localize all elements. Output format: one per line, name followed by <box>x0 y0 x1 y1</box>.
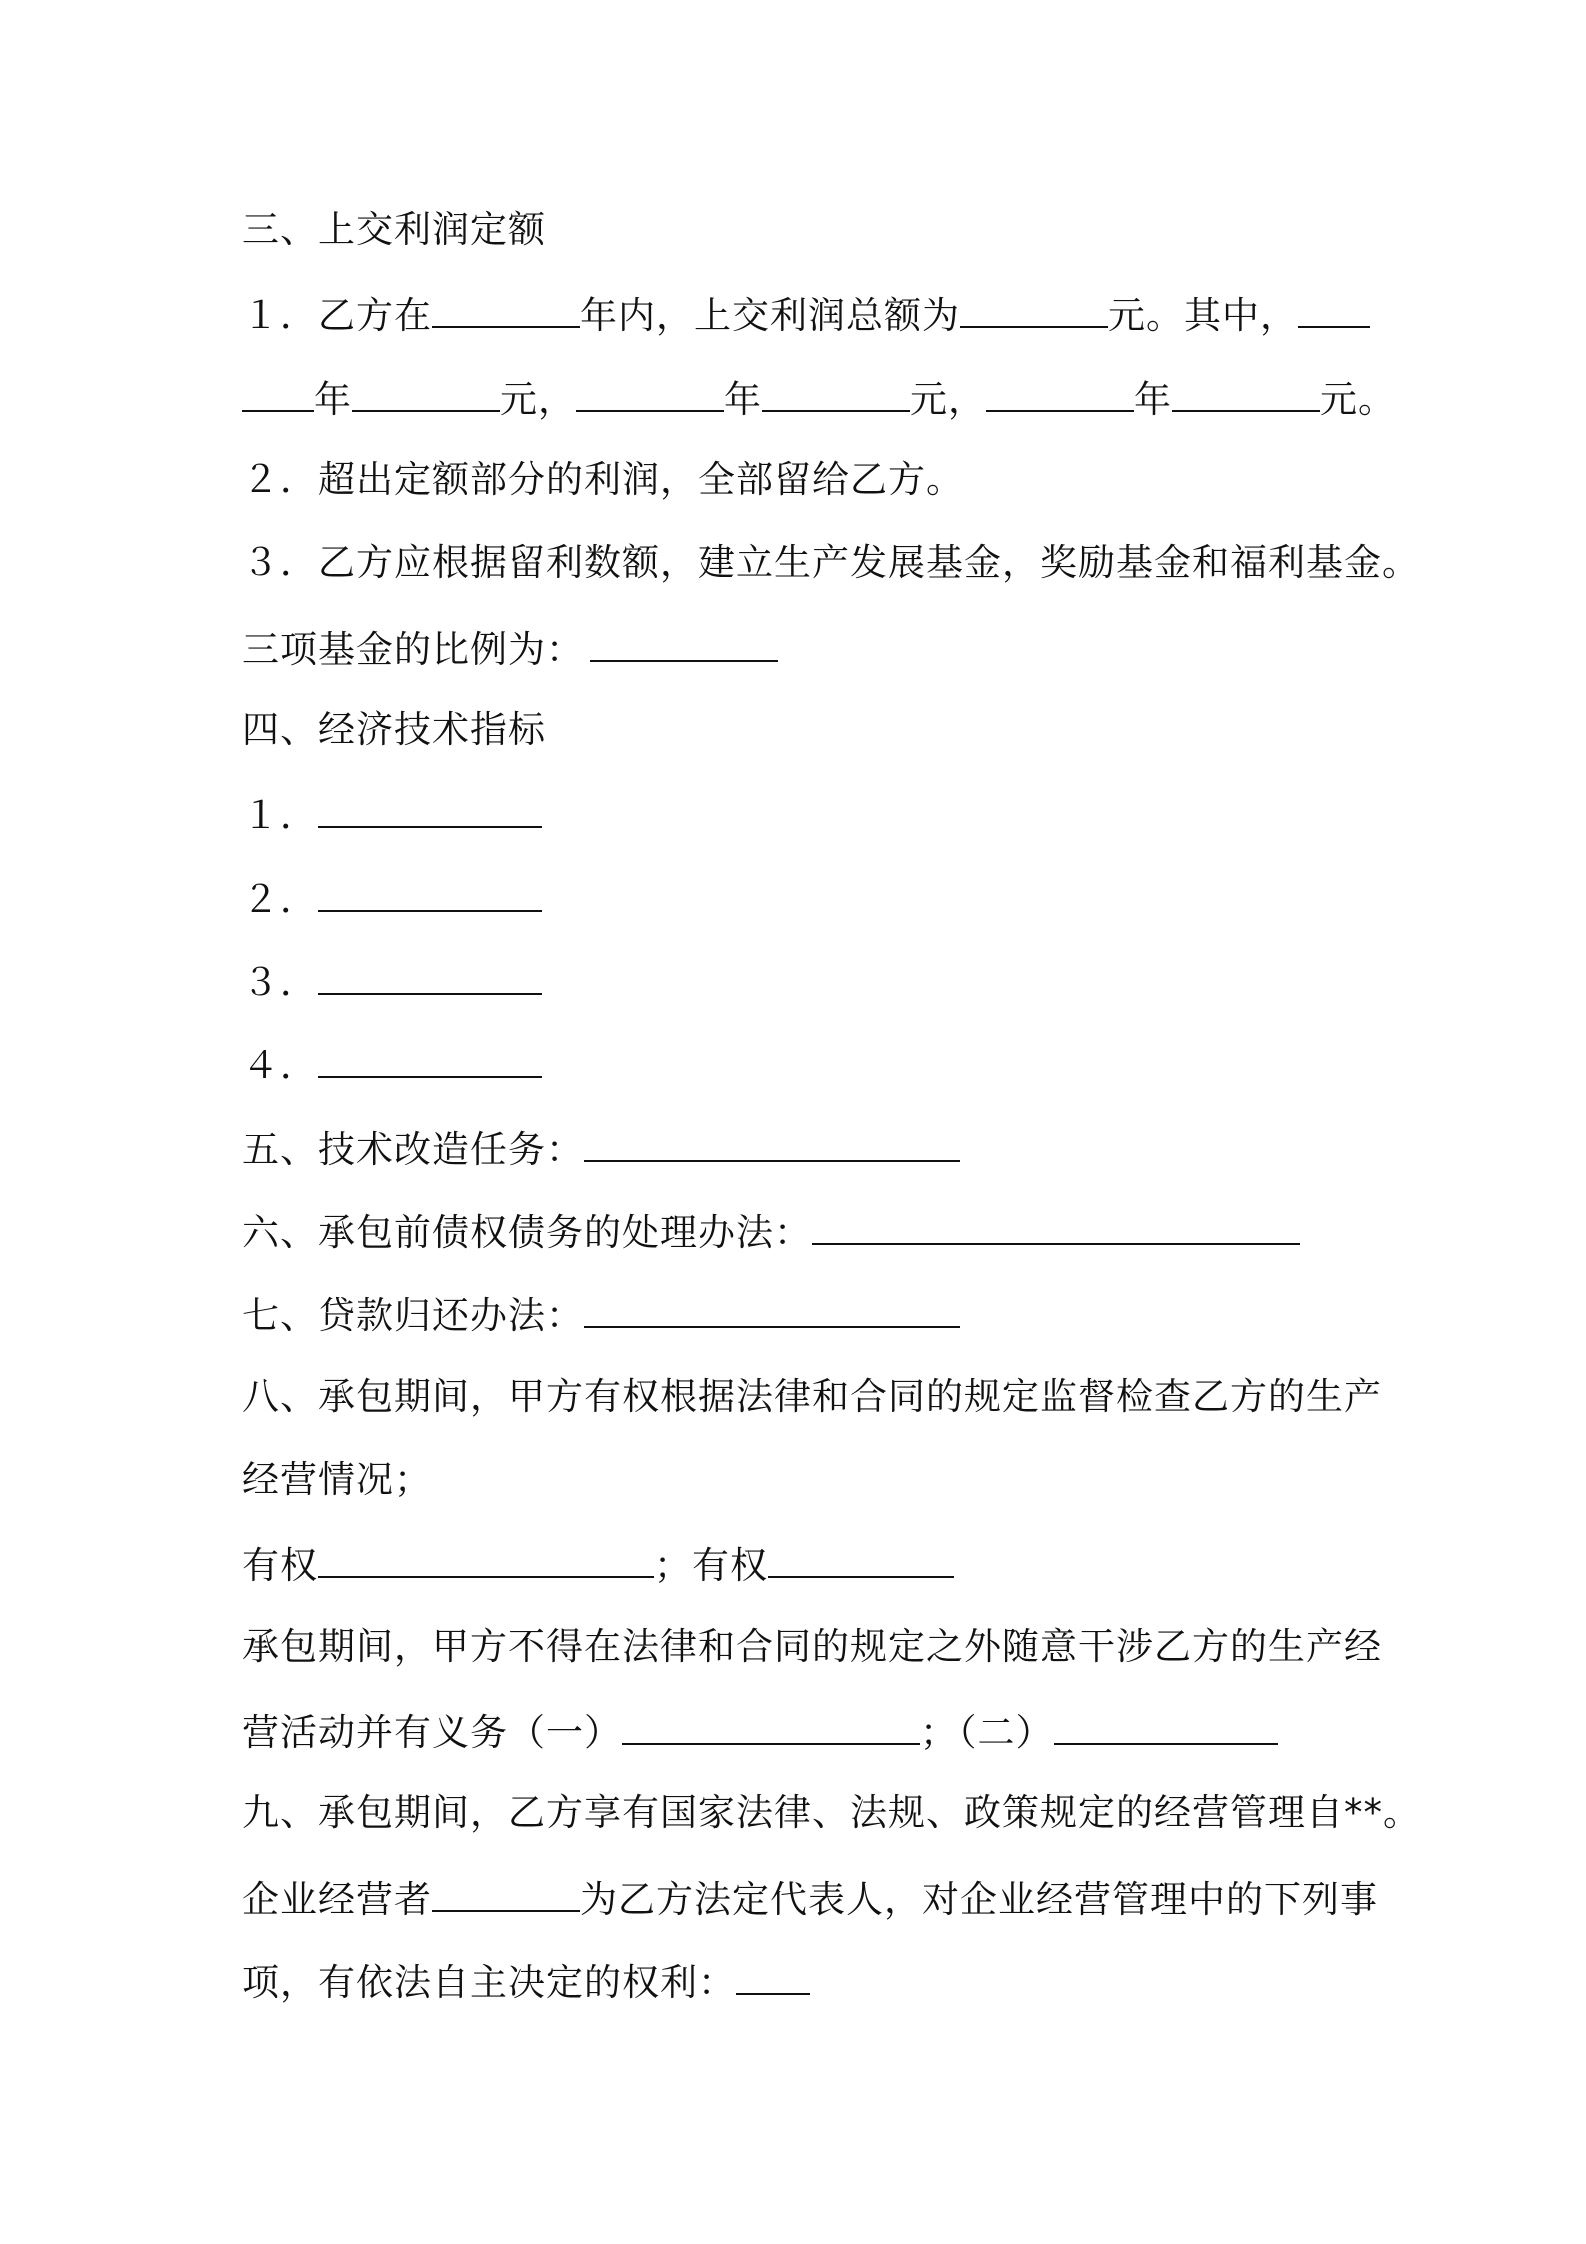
indicator-3-blank <box>318 955 542 995</box>
section-8-line-1 <box>242 1372 1382 1422</box>
clause-3-1-line-1 <box>242 288 1372 338</box>
years-blank <box>432 288 580 328</box>
year-label-1: 年 <box>314 378 352 421</box>
section-3-heading <box>242 205 1372 255</box>
manager-line-1 <box>242 1872 1378 1922</box>
indicator-4-blank <box>318 1038 542 1078</box>
total-profit-blank <box>960 288 1108 328</box>
obligation-text-2a: 营活动并有义务（一） <box>242 1711 622 1754</box>
section-5 <box>242 1122 1372 1172</box>
clause-3-1-line-2 <box>242 372 1396 422</box>
right-1-blank <box>318 1538 654 1578</box>
indicator-3-label: ３． <box>242 961 318 1004</box>
obligation-line-2 <box>242 1705 1372 1755</box>
obligation-2-blank <box>1054 1705 1278 1745</box>
indicator-2-blank <box>318 872 542 912</box>
amount-2-blank <box>762 372 910 412</box>
section-7-blank <box>584 1288 960 1328</box>
clause-3-1-text-c: 元。其中， <box>1108 294 1298 337</box>
indicator-4-label: ４． <box>242 1044 318 1087</box>
right-2-blank <box>768 1538 954 1578</box>
clause-3-1-text-b: 年内，上交利润总额为 <box>580 294 960 337</box>
section-9 <box>242 1788 1421 1838</box>
year-1-blank-start <box>1298 288 1370 328</box>
clause-3-2 <box>242 455 1372 505</box>
year-2-blank <box>576 372 724 412</box>
manager-text-c: 项，有依法自主决定的权利： <box>242 1961 736 2004</box>
right-1-label: 有权 <box>242 1544 318 1587</box>
right-2-label: ；有权 <box>654 1544 768 1587</box>
manager-line-2 <box>242 1955 1372 2005</box>
section-6 <box>242 1205 1372 1255</box>
obligation-line-1 <box>242 1622 1382 1672</box>
section-8-text-a: 八、承包期间，甲方有权根据法律和合同的规定监督检查乙方的生产 <box>242 1375 1382 1418</box>
obligation-1-blank <box>622 1705 920 1745</box>
indicator-2 <box>242 872 1372 922</box>
fund-ratio-label: 三项基金的比例为： <box>242 628 584 671</box>
section-5-blank <box>584 1122 960 1162</box>
year-label-2: 年 <box>724 378 762 421</box>
indicator-3 <box>242 955 1372 1005</box>
amount-3-blank <box>1172 372 1320 412</box>
section-5-text: 五、技术改造任务： <box>242 1128 584 1171</box>
clause-3-1-text-a: １．乙方在 <box>242 294 432 337</box>
year-3-blank <box>986 372 1134 412</box>
section-4-heading <box>242 705 1372 755</box>
section-3-heading-text: 三、上交利润定额 <box>242 208 546 251</box>
manager-name-blank <box>432 1872 580 1912</box>
amount-1-blank <box>352 372 500 412</box>
section-4-heading-text: 四、经济技术指标 <box>242 708 546 751</box>
indicator-1-blank <box>318 788 542 828</box>
year-1-blank-end <box>242 372 314 412</box>
indicator-4 <box>242 1038 1372 1088</box>
yuan-label-2: 元， <box>910 378 986 421</box>
obligation-text-2b: ；（二） <box>920 1711 1054 1754</box>
indicator-1 <box>242 788 1372 838</box>
section-7 <box>242 1288 1372 1338</box>
indicator-1-label: １． <box>242 794 318 837</box>
clause-3-2-text: ２．超出定额部分的利润，全部留给乙方。 <box>242 458 964 501</box>
rights-line <box>242 1538 1372 1588</box>
clause-3-3 <box>242 538 1420 588</box>
section-8-text-b: 经营情况； <box>242 1458 432 1501</box>
section-9-text: 九、承包期间，乙方享有国家法律、法规、政策规定的经营管理自**。 <box>242 1791 1421 1834</box>
year-label-3: 年 <box>1134 378 1172 421</box>
fund-ratio-line <box>242 622 1372 672</box>
section-6-text: 六、承包前债权债务的处理办法： <box>242 1211 812 1254</box>
indicator-2-label: ２． <box>242 878 318 921</box>
fund-ratio-blank <box>590 622 778 662</box>
section-6-blank <box>812 1205 1300 1245</box>
section-8-line-2 <box>242 1455 1372 1505</box>
yuan-label-3: 元。 <box>1320 378 1396 421</box>
manager-text-a: 企业经营者 <box>242 1878 432 1921</box>
obligation-text-1: 承包期间，甲方不得在法律和合同的规定之外随意干涉乙方的生产经 <box>242 1625 1382 1668</box>
section-7-text: 七、贷款归还办法： <box>242 1294 584 1337</box>
yuan-label-1: 元， <box>500 378 576 421</box>
manager-text-b: 为乙方法定代表人，对企业经营管理中的下列事 <box>580 1878 1378 1921</box>
clause-3-3-text: ３．乙方应根据留利数额，建立生产发展基金，奖励基金和福利基金。 <box>242 541 1420 584</box>
rights-list-blank <box>736 1955 810 1995</box>
